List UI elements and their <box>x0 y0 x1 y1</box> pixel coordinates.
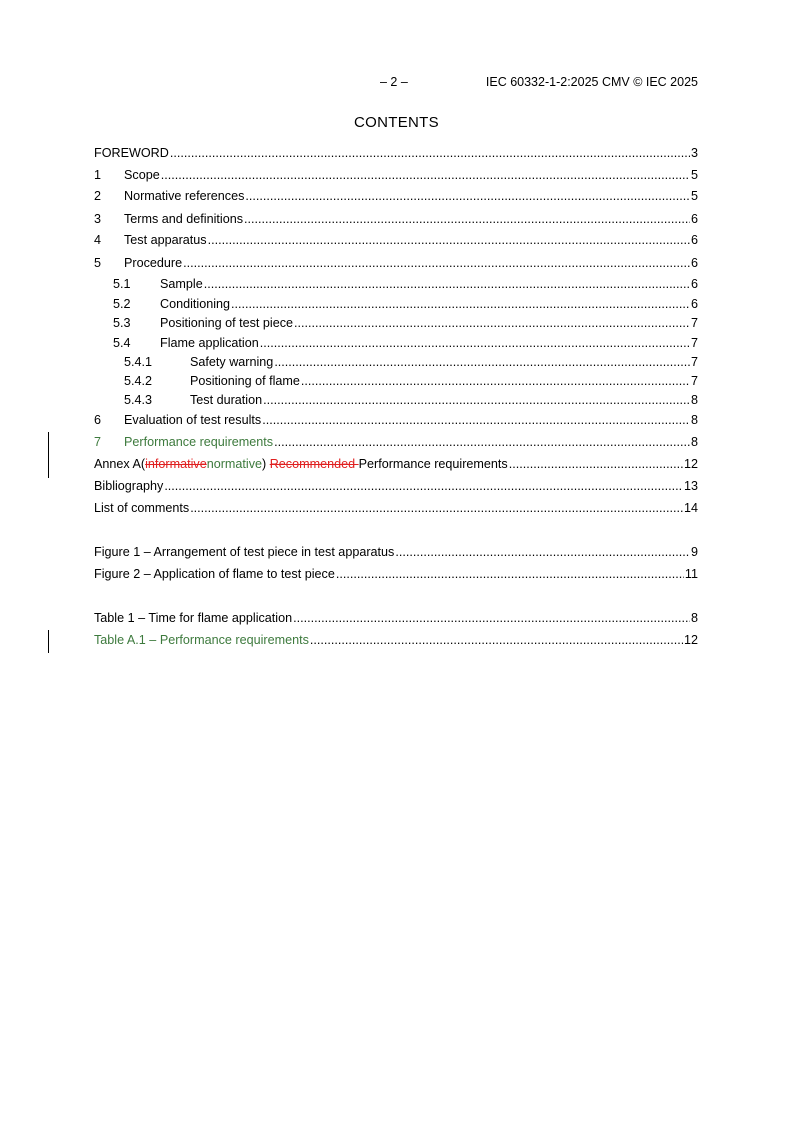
deleted-text: informative <box>145 457 207 471</box>
toc-entry-figure-1[interactable] <box>94 545 698 563</box>
dot-leader <box>170 146 690 160</box>
toc-entry-number: 3 <box>94 212 102 226</box>
toc-entry-title: FOREWORD <box>94 146 169 160</box>
dot-leader <box>161 168 690 182</box>
toc-entry-page: 3 <box>690 146 698 160</box>
toc-entry-clause-5[interactable] <box>94 256 698 274</box>
dot-leader <box>262 413 690 427</box>
toc-entry-annex-a[interactable] <box>94 457 698 475</box>
toc-entry-figure-2[interactable] <box>94 567 698 585</box>
contents-title: CONTENTS <box>354 114 439 131</box>
toc-entry-page: 8 <box>690 413 698 427</box>
toc-entry-page: 8 <box>690 393 698 407</box>
dot-leader <box>274 355 690 369</box>
dot-leader <box>183 256 690 270</box>
toc-entry-number: 5.1 <box>113 277 131 291</box>
dot-leader <box>509 457 683 471</box>
dot-leader <box>164 479 683 493</box>
dot-leader <box>245 189 690 203</box>
toc-entry-page: 5 <box>690 168 698 182</box>
dot-leader <box>260 336 690 350</box>
dot-leader <box>263 393 690 407</box>
toc-entry-page: 5 <box>690 189 698 203</box>
toc-entry-number: 2 <box>94 189 102 203</box>
toc-entry-title: Safety warning <box>190 355 274 369</box>
toc-entry-title: Scope <box>124 168 160 182</box>
toc-entry-number: 5.2 <box>113 297 131 311</box>
toc-entry-clause-6[interactable] <box>94 413 698 431</box>
toc-entry-page: 11 <box>684 567 698 581</box>
toc-entry-table-a1[interactable] <box>94 633 698 651</box>
toc-entry-number: 5.4 <box>113 336 131 350</box>
deleted-text: Recommended <box>269 457 359 471</box>
toc-entry-title: Figure 1 – Arrangement of test piece in test apparatus <box>94 545 395 559</box>
dot-leader <box>293 611 690 625</box>
dot-leader <box>395 545 690 559</box>
toc-entry-number: 4 <box>94 233 102 247</box>
toc-entry-page: 7 <box>690 355 698 369</box>
toc-entry-clause-4[interactable] <box>94 233 698 251</box>
document-reference: IEC 60332-1-2:2025 CMV © IEC 2025 <box>485 75 698 89</box>
toc-entry-clause-5-3[interactable] <box>94 316 698 334</box>
toc-entry-page: 8 <box>690 611 698 625</box>
toc-entry-clause-5-4-1[interactable] <box>94 355 698 373</box>
toc-entry-number: 6 <box>94 413 102 427</box>
toc-entry-table-1[interactable] <box>94 611 698 629</box>
toc-entry-title: Sample <box>160 277 203 291</box>
dot-leader <box>204 277 690 291</box>
toc-entry-title: Flame application <box>160 336 259 350</box>
toc-entry-page: 7 <box>690 316 698 330</box>
dot-leader <box>301 374 690 388</box>
toc-entry-page: 7 <box>690 374 698 388</box>
toc-entry-page: 13 <box>683 479 698 493</box>
toc-entry-number: 5 <box>94 256 102 270</box>
toc-entry-title: Conditioning <box>160 297 231 311</box>
toc-entry-page: 14 <box>683 501 698 515</box>
page-number: – 2 – <box>380 75 408 89</box>
toc-entry-title: Procedure <box>124 256 183 270</box>
annex-prefix: Annex A( <box>94 457 146 471</box>
toc-entry-title: Positioning of test piece <box>160 316 294 330</box>
dot-leader <box>231 297 690 311</box>
toc-entry-title: Bibliography <box>94 479 164 493</box>
toc-entry-title: List of comments <box>94 501 190 515</box>
dot-leader <box>294 316 690 330</box>
dot-leader <box>274 435 690 449</box>
toc-entry-title <box>94 457 508 471</box>
toc-entry-number: 5.4.2 <box>124 374 153 388</box>
toc-entry-number: 7 <box>94 435 102 449</box>
toc-entry-page: 9 <box>690 545 698 559</box>
toc-entry-page: 6 <box>690 212 698 226</box>
toc-entry-clause-1[interactable] <box>94 168 698 186</box>
toc-entry-page: 6 <box>690 277 698 291</box>
toc-entry-clause-7[interactable] <box>94 435 698 453</box>
toc-entry-number: 5.4.1 <box>124 355 153 369</box>
toc-entry-title: Performance requirements <box>124 435 274 449</box>
toc-entry-title: Table 1 – Time for flame application <box>94 611 293 625</box>
toc-entry-title: Terms and definitions <box>124 212 244 226</box>
toc-entry-page: 6 <box>690 233 698 247</box>
toc-entry-title: Test duration <box>190 393 263 407</box>
toc-entry-title: Positioning of flame <box>190 374 300 388</box>
toc-entry-number: 5.4.3 <box>124 393 153 407</box>
dot-leader <box>336 567 684 581</box>
change-bar <box>48 432 49 478</box>
toc-entry-number: 1 <box>94 168 102 182</box>
toc-entry-title: Table A.1 – Performance requirements <box>94 633 309 647</box>
inserted-text: normative <box>206 457 262 471</box>
change-bar <box>48 630 49 653</box>
toc-entry-page: 6 <box>690 256 698 270</box>
toc-entry-clause-5-4[interactable] <box>94 336 698 354</box>
toc-entry-clause-3[interactable] <box>94 212 698 230</box>
toc-entry-page: 8 <box>690 435 698 449</box>
annex-close-paren: ) <box>262 457 270 471</box>
dot-leader <box>310 633 683 647</box>
toc-entry-foreword[interactable] <box>94 146 698 164</box>
toc-entry-bibliography[interactable] <box>94 479 698 497</box>
toc-entry-page: 6 <box>690 297 698 311</box>
toc-entry-clause-5-4-3[interactable] <box>94 393 698 411</box>
toc-entry-title: Evaluation of test results <box>124 413 262 427</box>
toc-entry-clause-5-2[interactable] <box>94 297 698 315</box>
toc-entry-page: 12 <box>683 457 698 471</box>
annex-title: Performance requirements <box>358 457 508 471</box>
toc-entry-page: 7 <box>690 336 698 350</box>
toc-entry-clause-2[interactable] <box>94 189 698 207</box>
toc-entry-title: Test apparatus <box>124 233 207 247</box>
toc-entry-list-of-comments[interactable] <box>94 501 698 519</box>
toc-entry-clause-5-1[interactable] <box>94 277 698 295</box>
dot-leader <box>190 501 683 515</box>
dot-leader <box>208 233 690 247</box>
toc-entry-title: Figure 2 – Application of flame to test piece <box>94 567 335 581</box>
toc-entry-number: 5.3 <box>113 316 131 330</box>
toc-entry-page: 12 <box>683 633 698 647</box>
toc-entry-title: Normative references <box>124 189 245 203</box>
dot-leader <box>244 212 690 226</box>
toc-entry-clause-5-4-2[interactable] <box>94 374 698 392</box>
page-header <box>94 75 698 93</box>
